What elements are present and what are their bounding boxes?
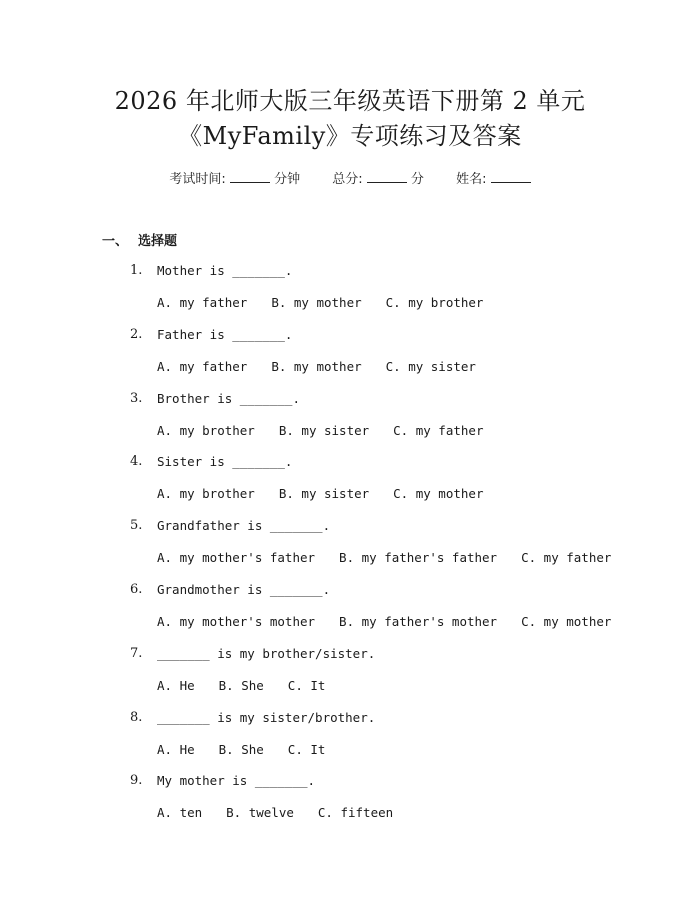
question-number: 5. <box>130 518 143 534</box>
answer-option[interactable]: B. She <box>218 741 264 757</box>
question-number: 3. <box>130 390 143 406</box>
question-text: _______ is my sister/brother. <box>157 709 376 725</box>
answer-option[interactable]: A. He <box>157 677 195 693</box>
score-unit: 分 <box>410 172 424 187</box>
answer-option[interactable]: C. It <box>287 677 326 693</box>
score-blank[interactable] <box>367 170 407 183</box>
answer-option[interactable]: B. my mother <box>271 295 362 310</box>
time-unit: 分钟 <box>274 172 301 187</box>
time-blank[interactable] <box>230 170 270 183</box>
option-row <box>157 678 349 693</box>
question-text: Brother is _______. <box>157 390 300 406</box>
question-number: 9. <box>130 773 143 789</box>
name-label: 姓名: <box>456 172 487 187</box>
time-label: 考试时间: <box>169 172 226 187</box>
answer-option[interactable]: A. my mother's mother <box>157 614 316 629</box>
option-row <box>157 423 507 438</box>
answer-option[interactable]: B. twelve <box>226 805 294 821</box>
question-text: _______ is my brother/sister. <box>157 645 376 661</box>
question-number: 8. <box>130 709 143 725</box>
answer-option[interactable]: A. He <box>157 741 195 757</box>
question-text: Sister is _______. <box>157 454 293 470</box>
section-heading <box>102 230 177 249</box>
answer-option[interactable]: C. my mother <box>393 486 484 502</box>
question-text: Mother is _______. <box>157 263 293 278</box>
answer-option[interactable]: A. my father <box>157 295 248 310</box>
answer-option[interactable]: A. my mother's father <box>157 550 316 566</box>
answer-option[interactable]: C. my mother <box>521 614 612 629</box>
page-title-line-2: 《MyFamily》专项练习及答案 <box>178 122 522 150</box>
answer-option[interactable]: B. my sister <box>278 422 370 438</box>
option-row <box>157 486 507 501</box>
name-blank[interactable] <box>491 170 531 183</box>
question-number: 4. <box>130 454 143 470</box>
question-number: 6. <box>130 582 143 597</box>
answer-option[interactable]: C. my father <box>521 550 612 566</box>
section-number: 一、 <box>102 234 129 249</box>
option-row <box>157 359 500 374</box>
section-title: 选择题 <box>138 234 178 249</box>
answer-option[interactable]: C. It <box>287 741 326 757</box>
answer-option[interactable]: C. my brother <box>385 295 484 310</box>
option-row <box>157 550 635 565</box>
question-text: My mother is _______. <box>157 773 316 789</box>
exam-meta <box>0 168 700 187</box>
answer-option[interactable]: B. my father's mother <box>339 614 498 629</box>
answer-option[interactable]: A. ten <box>157 805 203 821</box>
question-text: Grandfather is _______. <box>157 518 331 534</box>
option-row <box>157 295 507 310</box>
answer-option[interactable]: A. my brother <box>157 486 255 502</box>
answer-option[interactable]: A. my father <box>157 358 248 374</box>
page-title-line-1: 2026 年北师大版三年级英语下册第 2 单元 <box>114 87 586 115</box>
answer-option[interactable]: C. my father <box>393 422 484 438</box>
score-label: 总分: <box>332 172 363 187</box>
score-field <box>332 172 428 187</box>
question-number: 7. <box>130 645 143 661</box>
question-text: Father is _______. <box>157 326 293 342</box>
answer-option[interactable]: C. my sister <box>385 358 476 374</box>
name-field <box>456 172 531 187</box>
answer-option[interactable]: B. my father's father <box>339 550 498 566</box>
answer-option[interactable]: C. fifteen <box>317 805 394 821</box>
option-row <box>157 805 417 820</box>
answer-option[interactable]: B. my mother <box>271 358 362 374</box>
question-number: 1. <box>130 263 143 278</box>
question-text: Grandmother is _______. <box>157 582 331 597</box>
time-field <box>169 172 304 187</box>
question-number: 2. <box>130 326 143 342</box>
answer-option[interactable]: B. my sister <box>278 486 370 502</box>
answer-option[interactable]: B. She <box>218 677 264 693</box>
answer-option[interactable]: A. my brother <box>157 422 255 438</box>
option-row <box>157 742 349 757</box>
option-row <box>157 614 635 629</box>
